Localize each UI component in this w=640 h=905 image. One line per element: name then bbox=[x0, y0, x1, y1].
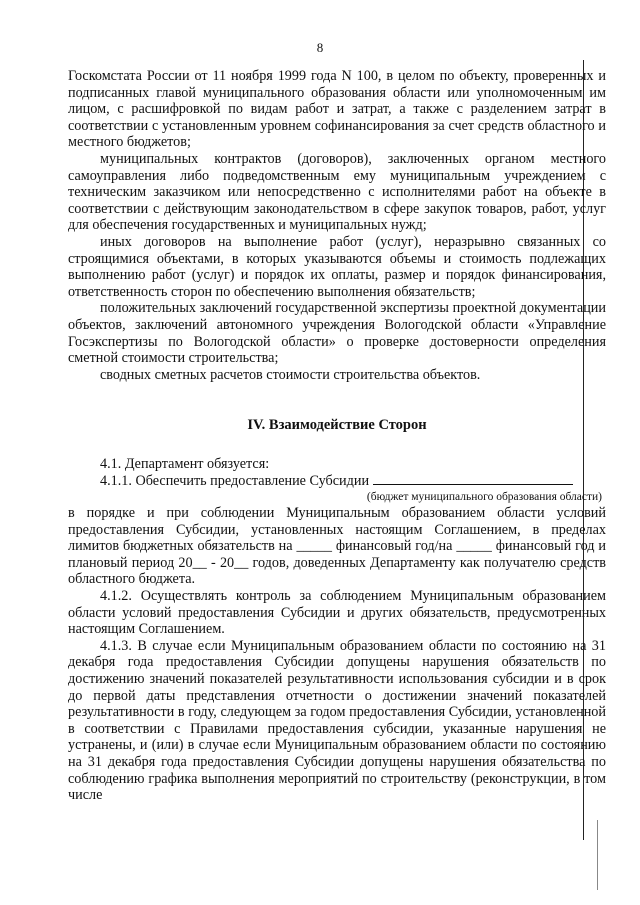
page-number: 8 bbox=[316, 40, 324, 55]
paragraph-estimate-calculations: сводных сметных расчетов стоимости строительства объектов. bbox=[100, 366, 481, 383]
scan-edge-line-lower bbox=[597, 820, 598, 890]
clause-4-1: 4.1. Департамент обязуется: bbox=[100, 455, 270, 472]
paragraph-expertise-conclusions: положительных заключений государственной экспертизы проектной документации объектов, заключений автономного учреждения Вологодской области «Управление Госэкспертизы по Вологодской области» о проверке достоверности определения сметной стоимости строительства; bbox=[68, 300, 606, 367]
clause-4-1-2: 4.1.2. Осуществлять контроль за соблюдением Муниципальным образованием области условий предоставления Субсидии и других обязательств, предусмотренных настоящим Соглашением. bbox=[68, 588, 606, 638]
paragraph-municipal-contracts: муниципальных контрактов (договоров), заключенных органом местного самоуправления либо подведомственным ему муниципальным учреждением с техническим заказчиком или непосредственно с исполнителями работ на объекте в соответствии с действующим законодательством в сфере закупок товаров, работ, услуг для обеспечения государственных и муниципальных нужд; bbox=[68, 150, 606, 234]
fill-in-blank-line bbox=[373, 472, 573, 485]
clause-4-1-1-body: в порядке и при соблюдении Муниципальным образованием области условий предоставления Субсидии, установленных настоящим Соглашением, в пределах лимитов бюджетных обязательств на _____ финансовый год/на _____ финансовый год и плановый период 20__ - 20__ годов, доведенных Департаменту как получателю средств областного бюджета. bbox=[68, 505, 606, 588]
section-heading: IV. Взаимодействие Сторон bbox=[247, 417, 427, 434]
clause-4-1-1-note: (бюджет муниципального образования области) bbox=[366, 491, 602, 504]
clause-4-1-1-lead bbox=[68, 472, 606, 490]
paragraph-other-contracts: иных договоров на выполнение работ (услуг), неразрывно связанных со строящимися объектами, в которых указываются объемы и стоимость подлежащих выполнению работ (услуг) и порядок их оплаты, размер и порядок финансирования, ответственность сторон по обеспечению выполнения обязательств; bbox=[68, 233, 606, 300]
document-body bbox=[68, 68, 606, 804]
clause-4-1-1-lead-text: 4.1.1. Обеспечить предоставление Субсидии bbox=[100, 473, 370, 490]
paragraph-goskomstat: Госкомстата России от 11 ноября 1999 года N 100, в целом по объекту, проверенных и подписанных главой муниципального образования области или уполномоченным им лицом, с расшифровкой по видам работ и затрат, а также с разделением затрат в соответствии с установленным уровнем софинансирования за счет средств областного и местного бюджетов; bbox=[68, 68, 606, 151]
clause-4-1-3: 4.1.3. В случае если Муниципальным образованием области по состоянию на 31 декабря года предоставления Субсидии допущены нарушения обязательств по достижению значений показателей результативности использования субсидии и в срок до первой даты представления отчетности о достижении значений показателей результативности в году, следующем за годом предоставления Субсидии, установленной в соответствии с Правилами предоставления субсидии, указанные нарушения не устранены, и (или) в случае если Муниципальным образованием области по состоянию на 31 декабря года предоставления Субсидии допущены нарушения обязательства по соблюдению графика выполнения мероприятий по строительству (реконструкции, в том числе bbox=[68, 637, 606, 804]
